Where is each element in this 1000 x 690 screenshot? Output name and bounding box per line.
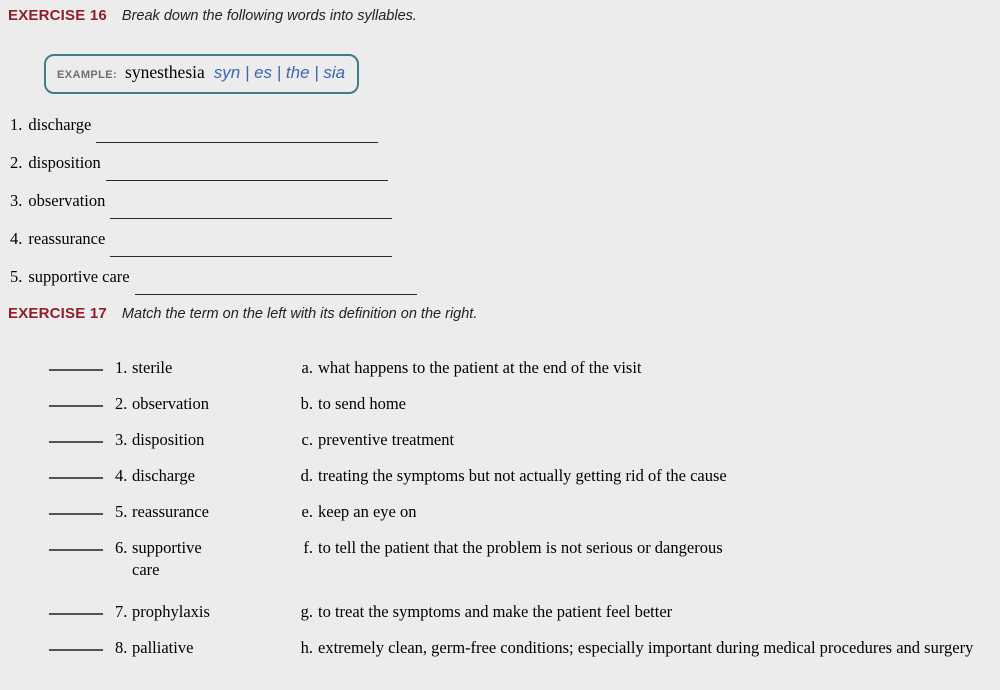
definition (300, 357, 992, 379)
answer-blank (49, 441, 103, 443)
exercise-16-section (8, 7, 992, 286)
definition-letter: h. (300, 638, 313, 657)
term (115, 601, 300, 623)
term-number: 3. (115, 430, 128, 449)
answer-line (110, 256, 392, 257)
match-row (8, 465, 992, 487)
definition-text: what happens to the patient at the end of the visit (318, 358, 642, 377)
definition-letter: g. (300, 602, 313, 621)
exercise-17-instruction: Match the term on the left with its definition on the right. (121, 306, 478, 322)
definition-text: preventive treatment (318, 430, 455, 449)
term (115, 465, 300, 487)
term (115, 429, 300, 451)
answer-line (135, 294, 417, 295)
example-word: synesthesia (125, 62, 205, 82)
item-number: 3. (10, 191, 23, 210)
item-number: 1. (10, 115, 23, 134)
answer-blank (49, 549, 103, 551)
term-number: 1. (115, 358, 128, 377)
definition-text: to tell the patient that the problem is not serious or dangerous (318, 538, 723, 557)
exercise-17-header (8, 305, 992, 322)
term-number: 6. (115, 538, 128, 557)
answer-line (106, 180, 388, 181)
example-syllable-answer: syn | es | the | sia (213, 63, 346, 82)
item-word: discharge (28, 115, 92, 134)
definition-letter: a. (301, 358, 313, 377)
syllable-item (10, 229, 992, 248)
term-text: observation (132, 394, 209, 413)
item-number: 4. (10, 229, 23, 248)
term (115, 357, 300, 379)
term-text: palliative (132, 638, 194, 657)
term-number: 4. (115, 466, 128, 485)
answer-blank (49, 405, 103, 407)
definition (300, 465, 992, 487)
definition (300, 637, 992, 659)
definition-text: keep an eye on (318, 502, 417, 521)
term-text: supportive care (132, 538, 202, 579)
exercise-17-section (8, 305, 992, 659)
definition (300, 537, 992, 559)
term-text: disposition (132, 430, 205, 449)
term-text: reassurance (132, 502, 209, 521)
syllable-item (10, 191, 992, 210)
term-number: 2. (115, 394, 128, 413)
answer-blank (49, 477, 103, 479)
item-word: disposition (28, 153, 101, 172)
item-word: supportive care (28, 267, 130, 286)
item-number: 5. (10, 267, 23, 286)
exercise-16-header (8, 7, 992, 24)
exercise-16-label: EXERCISE 16 (8, 7, 107, 24)
answer-line (96, 142, 378, 143)
definition-text: to send home (318, 394, 406, 413)
match-row (8, 637, 992, 659)
term-number: 5. (115, 502, 128, 521)
definition-letter: d. (300, 466, 313, 485)
example-label: EXAMPLE: (57, 69, 118, 81)
term-text: discharge (132, 466, 195, 485)
item-word: observation (28, 191, 106, 210)
syllable-item (10, 115, 992, 134)
term (115, 393, 300, 415)
definition (300, 393, 992, 415)
syllable-word-list (8, 115, 992, 286)
definition-letter: c. (301, 430, 313, 449)
term (115, 637, 300, 659)
match-row (8, 601, 992, 623)
term-text: prophylaxis (132, 602, 210, 621)
syllable-item (10, 267, 992, 286)
matching-list (8, 357, 992, 659)
term (115, 537, 300, 581)
match-row (8, 537, 992, 581)
item-word: reassurance (28, 229, 106, 248)
exercise-16-instruction: Break down the following words into syllables. (121, 8, 417, 24)
definition-letter: f. (303, 538, 313, 557)
definition (300, 429, 992, 451)
answer-blank (49, 649, 103, 651)
definition-text: to treat the symptoms and make the patient feel better (318, 602, 673, 621)
term (115, 501, 300, 523)
definition-letter: e. (301, 502, 313, 521)
definition-letter: b. (300, 394, 313, 413)
answer-blank (49, 613, 103, 615)
item-number: 2. (10, 153, 23, 172)
term-number: 8. (115, 638, 128, 657)
answer-line (110, 218, 392, 219)
definition (300, 501, 992, 523)
definition-text: extremely clean, germ-free conditions; especially important during medical procedures and surgery (318, 638, 974, 657)
match-row (8, 429, 992, 451)
definition (300, 601, 992, 623)
definition-text: treating the symptoms but not actually getting rid of the cause (318, 466, 727, 485)
term-text: sterile (132, 358, 173, 377)
exercise-17-label: EXERCISE 17 (8, 305, 107, 322)
match-row (8, 501, 992, 523)
answer-blank (49, 513, 103, 515)
match-row (8, 357, 992, 379)
answer-blank (49, 369, 103, 371)
term-number: 7. (115, 602, 128, 621)
example-box (44, 54, 359, 94)
match-row (8, 393, 992, 415)
syllable-item (10, 153, 992, 172)
